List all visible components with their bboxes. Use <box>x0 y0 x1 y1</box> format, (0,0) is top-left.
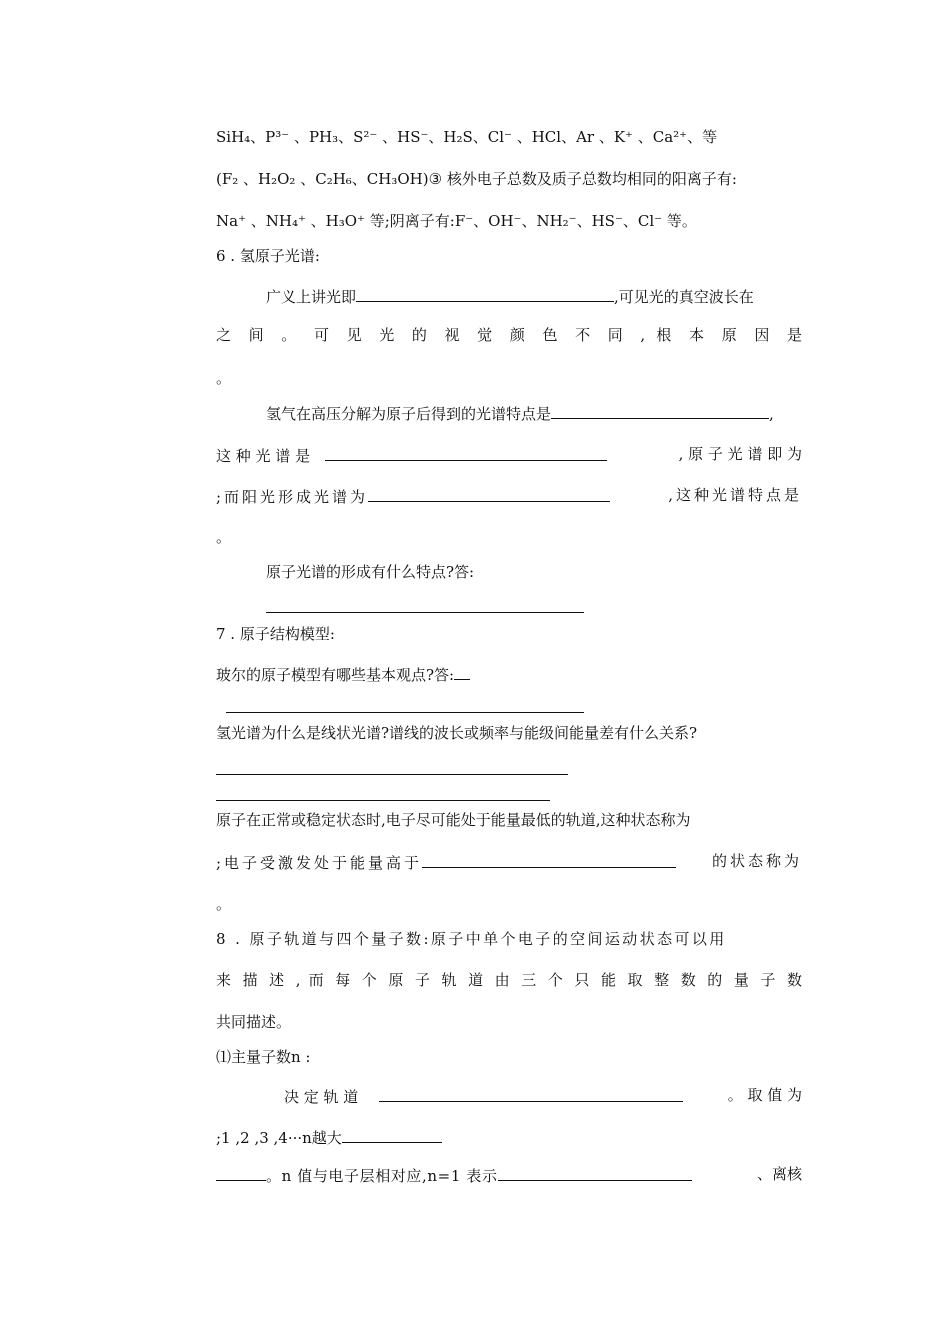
paragraph-6a: 广义上讲光即 ,可见光的真空波长在 <box>266 285 754 307</box>
fill-blank[interactable] <box>368 485 610 502</box>
fill-blank[interactable] <box>498 1164 692 1181</box>
section-7-heading: 7 . 原子结构模型: <box>216 625 335 643</box>
paragraph-6b: 氢气在高压分解为原子后得到的光谱特点是 , <box>266 402 774 424</box>
ion-list-text: Na⁺ 、NH₄⁺ 、H₃O⁺ 等;阴离子有:F⁻、OH⁻、NH₂⁻、HS⁻、Cl⁻ 等。 <box>216 212 697 230</box>
paragraph-7c: 原子在正常或稳定状态时,电子尽可能处于能量最低的轨道,这种状态称为 <box>216 811 691 829</box>
answer-line[interactable] <box>226 712 584 713</box>
fill-blank[interactable] <box>342 1126 442 1143</box>
paragraph-7b: 氢光谱为什么是线状光谱?谱线的波长或频率与能级间能量差有什么关系? <box>216 724 698 742</box>
period-mark: 。 <box>216 369 232 387</box>
section-8-heading: 8 . 原子轨道与四个量子数:原子中单个电子的空间运动状态可以用 <box>216 930 727 948</box>
answer-line[interactable] <box>266 612 584 613</box>
section-6-heading: 6 . 氢原子光谱: <box>216 247 320 265</box>
paragraph-8d: 。n 值与电子层相对应,n=1 表示 、离核 <box>216 1164 802 1186</box>
fill-blank[interactable] <box>454 663 470 680</box>
paragraph-8c: ;1 ,2 ,3 ,4···n越大 <box>216 1126 442 1148</box>
principal-quantum-heading: ⑴主量子数n : <box>216 1048 311 1066</box>
section-8-line-2: 来 描 述 , 而 每 个 原 子 轨 道 由 三 个 只 能 取 整 数 的 量 子 数 <box>216 971 802 989</box>
period-mark: 。 <box>216 895 232 913</box>
fill-blank[interactable] <box>379 1085 683 1102</box>
answer-line[interactable] <box>216 800 550 801</box>
section-8-line-3: 共同描述。 <box>216 1013 292 1031</box>
paragraph-6c: 原子光谱的形成有什么特点?答: <box>266 563 475 581</box>
fill-blank[interactable] <box>325 444 607 461</box>
fill-blank[interactable] <box>356 285 614 302</box>
paragraph-6b-line-3: ;而阳光形成光谱为 ,这种光谱特点是 <box>216 486 802 506</box>
paragraph-6b-line-2: 这 种 光 谱 是 , 原 子 光 谱 即 为 <box>216 445 802 465</box>
ion-list-line-3 <box>216 211 697 231</box>
fill-blank[interactable] <box>216 1164 266 1181</box>
ion-list-line-1 <box>216 127 802 147</box>
paragraph-7a: 玻尔的原子模型有哪些基本观点?答: <box>216 663 470 685</box>
fill-blank[interactable] <box>551 402 769 419</box>
paragraph-8b: 决 定 轨 道 。 取 值 为 <box>284 1086 802 1106</box>
paragraph-7c-line-2: ;电子受激发处于能量高于 的状态称为 <box>216 852 802 872</box>
period-mark: 。 <box>216 528 232 546</box>
ion-list-line-2 <box>216 169 737 189</box>
answer-line[interactable] <box>216 774 568 775</box>
fill-blank[interactable] <box>422 851 676 868</box>
paragraph-6a-line-2: 之 间 。 可 见 光 的 视 觉 颜 色 不 同 , 根 本 原 因 是 <box>216 326 802 344</box>
ion-list-text: (F₂ 、H₂O₂ 、C₂H₆、CH₃OH)③ 核外电子总数及质子总数均相同的阳离子有: <box>216 170 737 188</box>
ion-list-text: SiH₄、P³⁻ 、PH₃、S²⁻ 、HS⁻、H₂S、Cl⁻ 、HCl、Ar 、K⁺ 、Ca²⁺、等 <box>216 128 718 146</box>
